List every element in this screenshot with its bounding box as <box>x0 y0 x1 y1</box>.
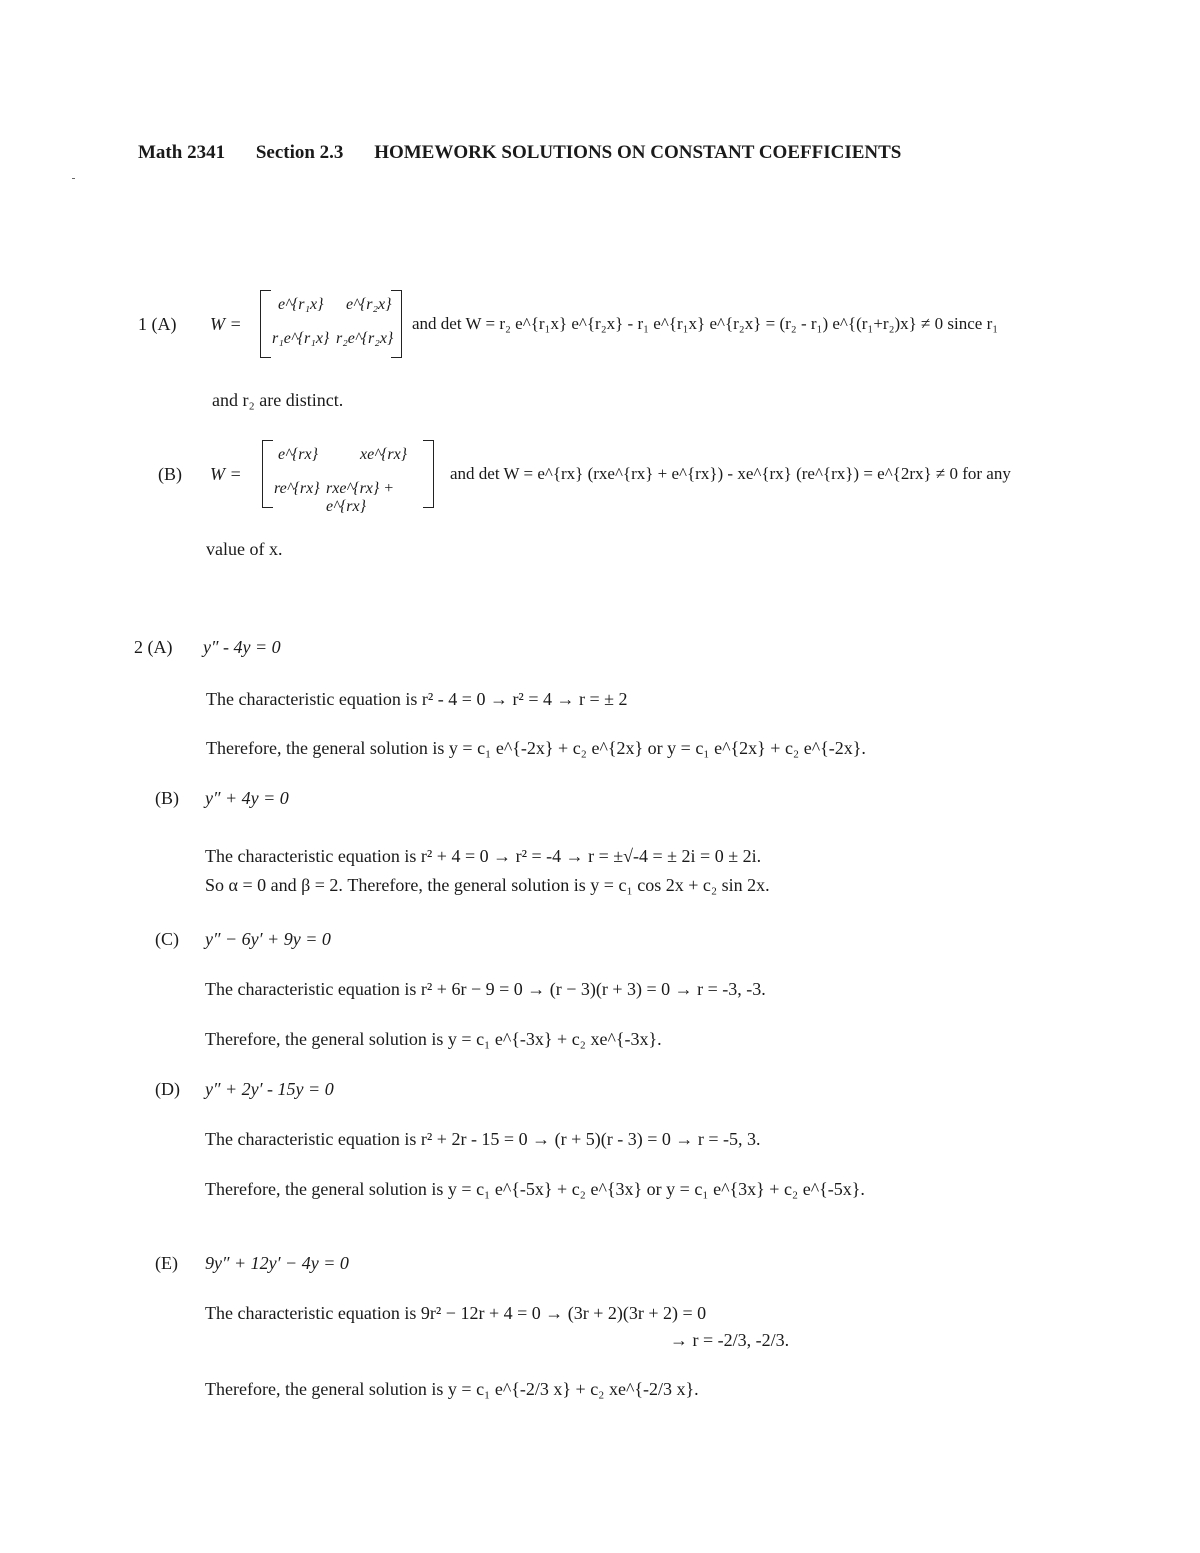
problem-1b-lhs: W = <box>210 464 242 484</box>
page-title: HOMEWORK SOLUTIONS ON CONSTANT COEFFICIENTS <box>374 142 902 163</box>
problem-2c-characteristic: The characteristic equation is r² + 6r − 9 = 0 → (r − 3)(r + 3) = 0 → r = -3, -3. <box>205 979 766 999</box>
course-number: Math 2341 <box>138 142 226 163</box>
matrix-cell-22: rxe^{rx} + e^{rx} <box>326 480 395 515</box>
matrix-left-bracket <box>260 290 271 358</box>
problem-2a-label: 2 (A) <box>134 637 173 657</box>
matrix-cell-22: r₂e^{r₂x} <box>336 330 394 347</box>
problem-2b-label: (B) <box>155 788 179 808</box>
wronskian-matrix-1a <box>260 290 402 358</box>
problem-2a-general-solution: Therefore, the general solution is y = c₁ e^{-2x} + c₂ e^{2x} or y = c₁ e^{2x} + c₂ e^{-2x}. <box>206 738 866 758</box>
matrix-cell-21: re^{rx} <box>274 480 320 497</box>
matrix-cell-12: xe^{rx} <box>360 446 408 463</box>
problem-1a-lhs: W = <box>210 314 242 334</box>
problem-2e-characteristic: The characteristic equation is 9r² − 12r + 4 = 0 → (3r + 2)(3r + 2) = 0 <box>205 1303 707 1323</box>
problem-2d-characteristic: The characteristic equation is r² + 2r - 15 = 0 → (r + 5)(r - 3) = 0 → r = -5, 3. <box>205 1129 761 1149</box>
problem-2d-general-solution: Therefore, the general solution is y = c₁ e^{-5x} + c₂ e^{3x} or y = c₁ e^{3x} + c₂ e^{-5x}. <box>205 1179 865 1199</box>
problem-1a-continuation: and r₂ are distinct. <box>212 390 344 410</box>
matrix-cell-12: e^{r₂x} <box>346 296 392 313</box>
wronskian-matrix-1b <box>262 440 434 515</box>
problem-2c-general-solution: Therefore, the general solution is y = c₁ e^{-3x} + c₂ xe^{-3x}. <box>205 1029 662 1049</box>
matrix-cell-11: e^{r₁x} <box>278 296 324 313</box>
problem-2a-equation: y″ - 4y = 0 <box>203 637 281 657</box>
problem-2e-roots: → r = -2/3, -2/3. <box>670 1330 790 1350</box>
problem-1b-label: (B) <box>158 464 182 484</box>
problem-2e-label: (E) <box>155 1253 178 1273</box>
problem-2a-characteristic: The characteristic equation is r² - 4 = 0 → r² = 4 → r = ± 2 <box>206 689 628 709</box>
problem-2d-equation: y″ + 2y′ - 15y = 0 <box>205 1079 334 1099</box>
problem-2b-characteristic: The characteristic equation is r² + 4 = 0 → r² = -4 → r = ±√-4 = ± 2i = 0 ± 2i. <box>205 846 762 866</box>
problem-1b-continuation: value of x. <box>206 539 283 559</box>
matrix-cell-11: e^{rx} <box>278 446 318 463</box>
section-number: Section 2.3 <box>255 142 344 163</box>
margin-mark <box>72 178 75 179</box>
problem-2d-label: (D) <box>155 1079 180 1099</box>
problem-1a-determinant: and det W = r₂ e^{r₁x} e^{r₂x} - r₁ e^{r₁x} e^{r₂x} = (r₂ - r₁) e^{(r₁+r₂)x} ≠ 0 since r₁ <box>412 314 999 333</box>
problem-1b-determinant: and det W = e^{rx} (rxe^{rx} + e^{rx}) - xe^{rx} (re^{rx}) = e^{2rx} ≠ 0 for any <box>450 464 1011 483</box>
matrix-cell-21: r₁e^{r₁x} <box>272 330 330 347</box>
problem-2b-equation: y″ + 4y = 0 <box>205 788 289 808</box>
problem-2c-label: (C) <box>155 929 179 949</box>
page-header <box>138 142 927 164</box>
problem-1a-label: 1 (A) <box>138 314 177 334</box>
problem-2c-equation: y″ − 6y′ + 9y = 0 <box>205 929 331 949</box>
problem-2b-general-solution: So α = 0 and β = 2. Therefore, the general solution is y = c₁ cos 2x + c₂ sin 2x. <box>205 875 770 895</box>
problem-2e-equation: 9y″ + 12y′ − 4y = 0 <box>205 1253 349 1273</box>
matrix-left-bracket <box>262 440 273 508</box>
problem-2e-general-solution: Therefore, the general solution is y = c₁ e^{-2/3 x} + c₂ xe^{-2/3 x}. <box>205 1379 699 1399</box>
